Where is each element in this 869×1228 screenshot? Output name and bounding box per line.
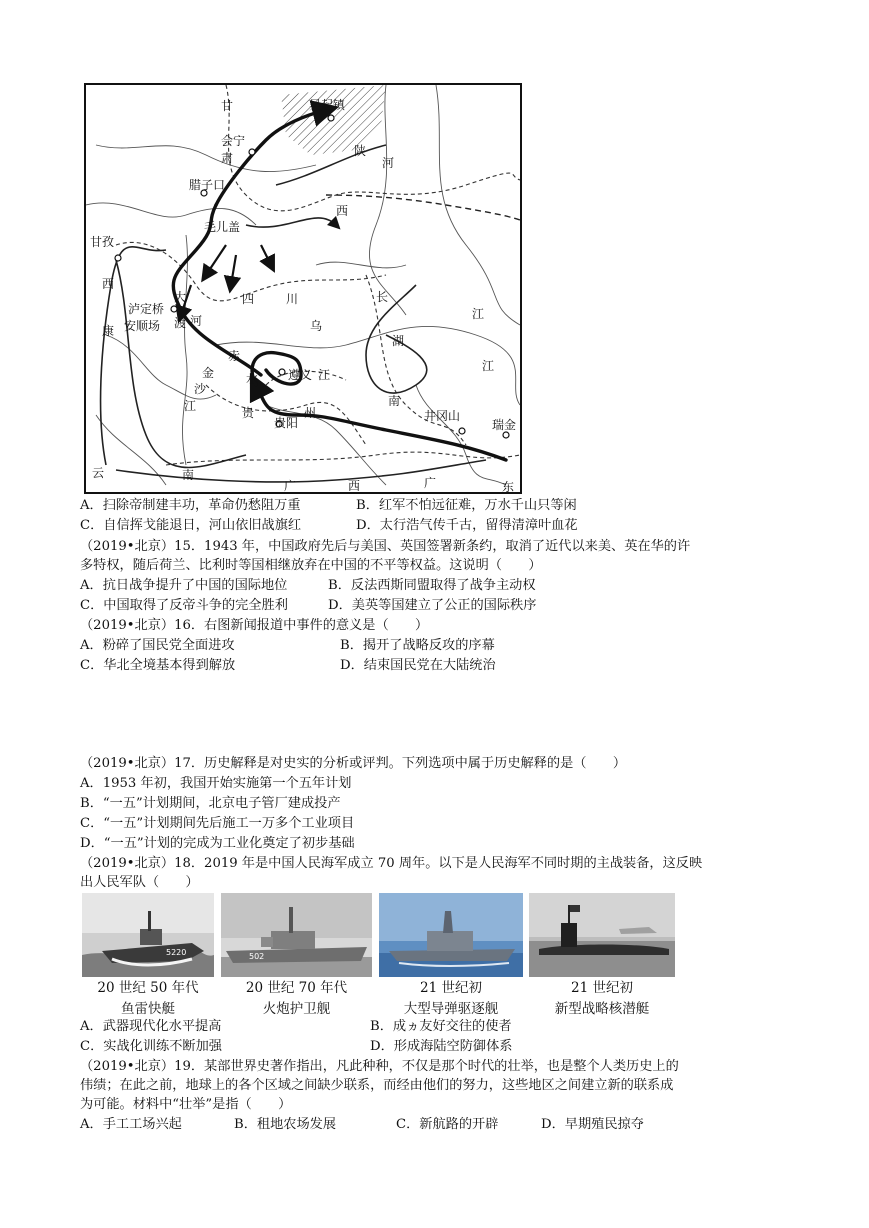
caption-name: 大型导弹驱逐舰 [403, 1001, 499, 1017]
caption-era: 21 世纪初 [571, 980, 633, 996]
map-label: 川 [286, 292, 299, 306]
map-label: 西 [102, 277, 115, 291]
q18-stem-line1: （2019•北京）18．2019 年是中国人民海军成立 70 周年。以下是人民海军不同时期的主战装备，这反映 [80, 856, 703, 871]
map-label: 陕 [354, 144, 367, 158]
map-label: 赤 [228, 349, 241, 363]
q15-option-c: C．中国取得了反帝斗争的完全胜利 [80, 598, 288, 613]
long-march-map [84, 83, 522, 494]
torpedo-boat-photo [82, 893, 214, 977]
torpedo-boat-hull-number: 5220 [166, 948, 187, 957]
q18-option-b: B．成ヵ友好交往的使者 [370, 1019, 512, 1034]
q19-option-a: A．手工工场兴起 [80, 1117, 182, 1132]
caption-frigate [221, 978, 372, 1020]
map-label: 江 [184, 399, 197, 413]
map-label: 甘 [221, 99, 234, 113]
q14-option-b: B．红军不怕远征难，万水千山只等闲 [356, 498, 577, 513]
caption-era: 20 世纪 50 年代 [97, 980, 199, 996]
map-label: 长 [376, 290, 389, 304]
caption-torpedo-boat [82, 978, 214, 1020]
map-label: 甘孜 [90, 235, 115, 249]
q19-stem-line1: （2019•北京）19．某部世界史著作指出，凡此种种，不仅是那个时代的壮举，也是整个人类历史上的 [80, 1059, 679, 1074]
map-label: 腊子口 [189, 178, 226, 192]
map-label: 水 [246, 372, 259, 386]
map-label: 乌 [310, 319, 323, 333]
q16-option-c: C．华北全境基本得到解放 [80, 658, 236, 673]
q19-option-b: B．租地农场发展 [234, 1117, 337, 1132]
map-label: 贵 [242, 406, 255, 420]
caption-name: 新型战略核潜艇 [554, 1001, 650, 1017]
map-label: 东 [502, 480, 515, 492]
map-label: 云 [92, 466, 105, 480]
map-label: 遵义 [288, 368, 313, 382]
map-label: 渡 [174, 316, 187, 330]
map-label: 广 [284, 479, 297, 492]
q18-option-c: C．实战化训练不断加强 [80, 1039, 222, 1054]
map-label: 康 [102, 324, 115, 338]
q15-option-d: D．美英等国建立了公正的国际秩序 [328, 598, 537, 613]
q14-option-a: A．扫除帝制建丰功，革命仍愁阻万重 [80, 498, 301, 513]
q19-stem-line3: 为可能。材料中“壮举”是指（ ） [80, 1097, 292, 1112]
q18-option-d: D．形成海陆空防御体系 [370, 1039, 513, 1054]
map-label: 沙 [194, 382, 207, 396]
map-label: 井冈山 [424, 409, 461, 423]
caption-name: 鱼雷快艇 [121, 1001, 175, 1017]
q16-stem: （2019•北京）16．右图新闻报道中事件的意义是（ ） [80, 618, 429, 633]
map-label: 泸定桥 [128, 302, 165, 316]
map-label: 大 [174, 290, 187, 304]
q16-option-b: B．揭开了战略反攻的序幕 [340, 638, 495, 653]
map-label: 瑞金 [492, 418, 517, 432]
map-label: 毛儿盖 [204, 220, 241, 234]
map-label: 安顺场 [124, 319, 161, 333]
map-label: 州 [304, 406, 317, 420]
q14-option-d: D．太行浩气传千古，留得清漳叶血花 [356, 518, 578, 533]
q16-option-d: D．结束国民党在大陆统治 [340, 658, 496, 673]
map-label: 江 [482, 359, 495, 373]
q16-option-a: A．粉碎了国民党全面进攻 [80, 638, 235, 653]
map-label: 贵阳 [274, 416, 299, 430]
map-label: 南 [182, 468, 195, 482]
q17-option-c: C．“一五”计划期间先后施工一万多个工业项目 [80, 816, 355, 831]
map-label: 西 [348, 479, 361, 492]
map-label: 广 [424, 476, 437, 490]
caption-destroyer [379, 978, 523, 1020]
map-label: 湖 [392, 334, 405, 348]
caption-era: 21 世纪初 [420, 980, 482, 996]
map-label: 西 [336, 204, 349, 218]
q19-stem-line2: 伟绩；在此之前，地球上的各个区域之间缺少联系，而经由他们的努力，这些地区之间建立新的联系成 [80, 1078, 674, 1093]
q18-stem-line2: 出人民军队（ ） [80, 875, 199, 890]
map-drawing [86, 85, 520, 492]
destroyer-photo [379, 893, 523, 977]
q17-option-b: B．“一五”计划期间，北京电子管厂建成投产 [80, 796, 341, 811]
map-label: 江 [318, 368, 331, 382]
map-label: 金 [202, 366, 215, 380]
caption-submarine [529, 978, 675, 1020]
q17-option-a: A．1953 年初，我国开始实施第一个五年计划 [80, 776, 352, 791]
q15-stem-line1: （2019•北京）15．1943 年，中国政府先后与美国、英国签署新条约，取消了近代以来美、英在华的许 [80, 539, 691, 554]
map-label: 吴起镇 [309, 98, 346, 112]
frigate-photo [221, 893, 372, 977]
map-label: 会宁 [221, 134, 246, 148]
map-label: 河 [382, 156, 395, 170]
caption-name: 火炮护卫舰 [262, 1001, 331, 1017]
frigate-hull-number: 502 [249, 952, 265, 961]
q15-stem-line2: 多特权，随后荷兰、比利时等国相继放弃在中国的不平等权益。这说明（ ） [80, 558, 542, 573]
q15-option-b: B．反法西斯同盟取得了战争主动权 [328, 578, 536, 593]
map-label: 四 [242, 292, 255, 306]
q18-option-a: A．武器现代化水平提高 [80, 1019, 222, 1034]
map-label: 南 [388, 394, 401, 408]
q17-option-d: D．“一五”计划的完成为工业化奠定了初步基础 [80, 836, 355, 851]
map-label: 河 [190, 314, 203, 328]
q17-stem: （2019•北京）17．历史解释是对史实的分析或评判。下列选项中属于历史解释的是（ ） [80, 756, 627, 771]
submarine-photo [529, 893, 675, 977]
q19-option-d: D．早期殖民掠夺 [541, 1117, 644, 1132]
map-label: 江 [472, 307, 485, 321]
caption-era: 20 世纪 70 年代 [245, 980, 348, 996]
q19-option-c: C．新航路的开辟 [396, 1117, 499, 1132]
map-label: 肃 [221, 151, 234, 165]
q14-option-c: C．自信挥戈能退日，河山依旧战旗红 [80, 518, 302, 533]
q15-option-a: A．抗日战争提升了中国的国际地位 [80, 578, 288, 593]
